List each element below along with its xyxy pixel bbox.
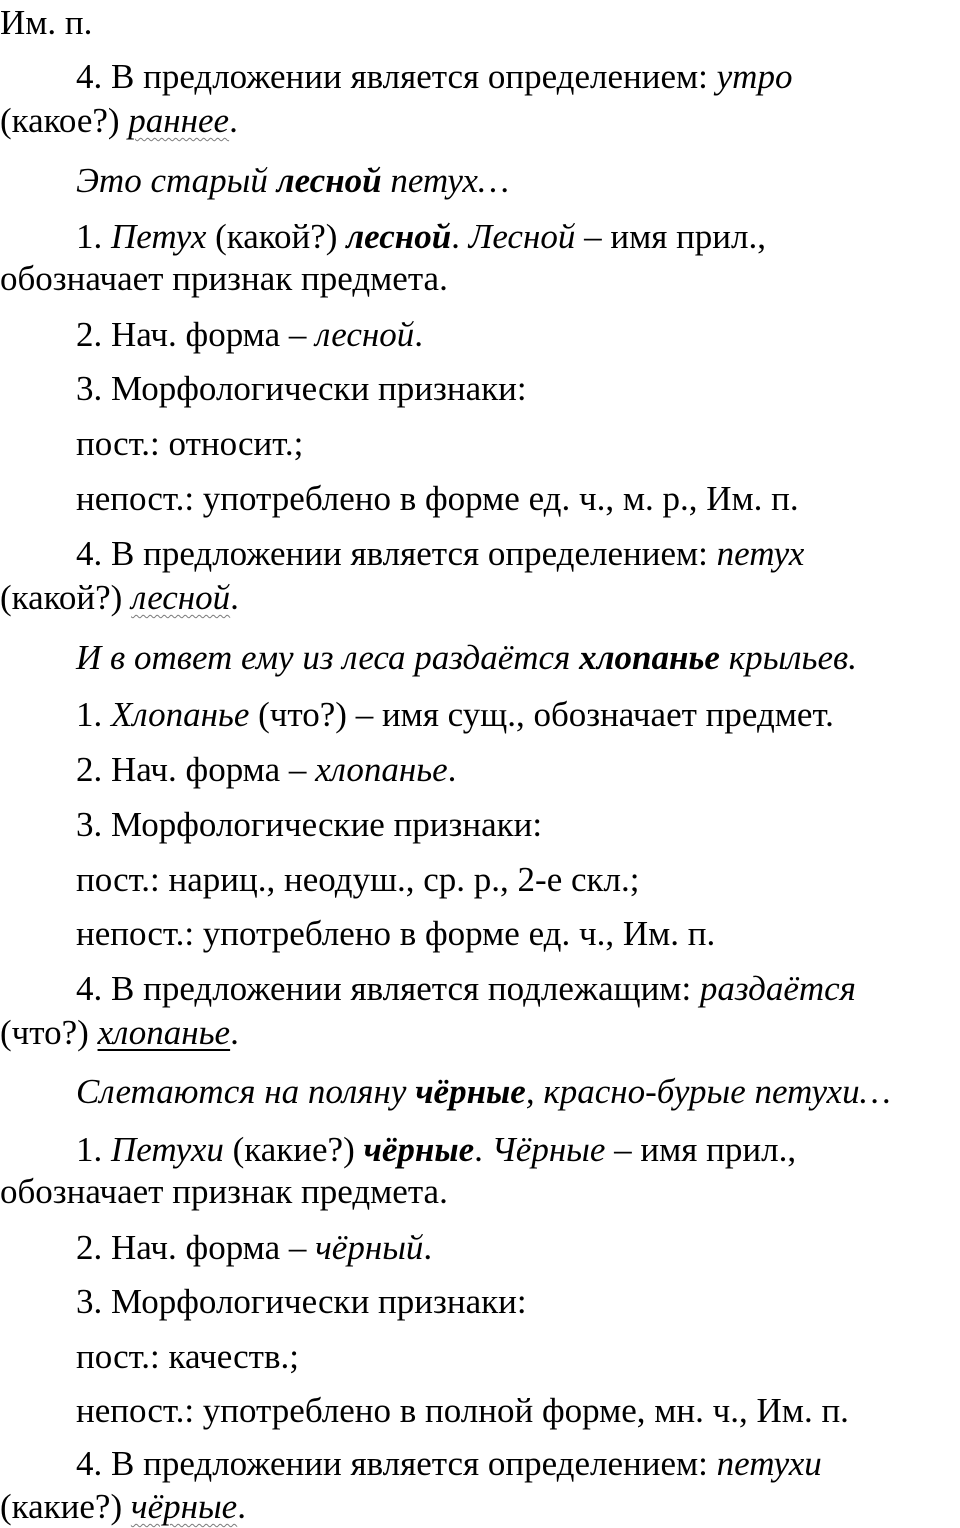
text: Слетаются на поляну (76, 1072, 416, 1111)
example-word: лесной (315, 315, 415, 354)
text: 4. В предложении является определением: (76, 534, 717, 573)
text-line (0, 258, 960, 300)
example-word: Петухи (111, 1130, 224, 1169)
example-word: Хлопанье (111, 695, 250, 734)
example-word: хлопанье (315, 750, 448, 789)
text: – имя прил., (575, 217, 766, 256)
text-line (0, 804, 960, 846)
text-line (0, 913, 960, 955)
text-line (0, 694, 960, 736)
text: Им. п. (0, 3, 93, 42)
example-word: утро (716, 57, 793, 96)
text: обозначает признак предмета. (0, 259, 448, 298)
text-line (0, 100, 960, 142)
definition-word: раннее (128, 101, 230, 140)
analyzed-word: лесной (346, 217, 452, 256)
text: непост.: употреблено в форме ед. ч., Им. п. (76, 914, 716, 953)
text: 2. Нач. форма – (76, 1228, 316, 1267)
text: (какие?) (0, 1487, 131, 1526)
text: 2. Нач. форма – (76, 315, 316, 354)
text-line (0, 577, 960, 619)
text-line (0, 56, 960, 98)
text: пост.: нариц., неодуш., ср. р., 2-е скл.; (76, 860, 640, 899)
text: . (237, 1487, 246, 1526)
text-line (0, 1443, 960, 1485)
text: (что?) – имя сущ., обозначает предмет. (249, 695, 834, 734)
example-word: петух (716, 534, 805, 573)
example-word: чёрный (315, 1228, 424, 1267)
text: обозначает признак предмета. (0, 1172, 448, 1211)
text: 4. В предложении является определением: (76, 1444, 717, 1483)
text-line (0, 423, 960, 465)
text: пост.: относит.; (76, 424, 304, 463)
text: . (451, 217, 469, 256)
text: петух… (381, 161, 510, 200)
analyzed-word: лесной (276, 161, 382, 200)
text-line (0, 1281, 960, 1323)
text-line (0, 2, 960, 44)
text-line (0, 968, 960, 1010)
analyzed-word: чёрные (415, 1072, 526, 1111)
text-line (0, 1129, 960, 1171)
example-word: раздаётся (699, 969, 856, 1008)
text-line (0, 1012, 960, 1054)
example-word: петухи (716, 1444, 822, 1483)
text-line (0, 368, 960, 410)
example-sentence (0, 637, 960, 679)
subject-word: хлопанье (97, 1013, 231, 1052)
text: . (230, 578, 239, 617)
text: 1. (76, 217, 111, 256)
text: . (229, 101, 238, 140)
analyzed-word: хлопанье (579, 638, 720, 677)
text: , красно-бурые петухи… (525, 1072, 891, 1111)
text-line (0, 859, 960, 901)
example-word: Чёрные (491, 1130, 606, 1169)
text-line (0, 1227, 960, 1269)
text-line (0, 749, 960, 791)
text: (какой?) (206, 217, 347, 256)
text: (какой?) (0, 578, 132, 617)
text: . (447, 750, 457, 789)
text: пост.: качеств.; (76, 1337, 299, 1376)
text: 3. Морфологически признаки: (76, 369, 527, 408)
text: . (230, 1013, 239, 1052)
text: 1. (76, 695, 111, 734)
text: – имя прил., (605, 1130, 797, 1169)
text-line (0, 1336, 960, 1378)
text: 3. Морфологически признаки: (76, 1282, 527, 1321)
text-line (0, 478, 960, 520)
text-line (0, 533, 960, 575)
text: 4. В предложении является определением: (76, 57, 717, 96)
text: . (474, 1130, 492, 1169)
text: И в ответ ему из леса раздаётся (76, 638, 580, 677)
definition-word: чёрные (130, 1487, 238, 1526)
analyzed-word: чёрные (363, 1130, 475, 1169)
text-line (0, 216, 960, 258)
text-line (0, 1171, 960, 1213)
example-word: Лесной (468, 217, 576, 256)
text: крыльев. (719, 638, 857, 677)
text-line (0, 314, 960, 356)
text: Это старый (76, 161, 277, 200)
definition-word: лесной (131, 578, 231, 617)
example-word: Петух (111, 217, 207, 256)
text: 4. В предложении является подлежащим: (76, 969, 700, 1008)
text: . (414, 315, 423, 354)
text: непост.: употреблено в полной форме, мн. ч., Им. п. (76, 1391, 849, 1430)
text: 1. (76, 1130, 111, 1169)
text: . (423, 1228, 433, 1267)
text: 2. Нач. форма – (76, 750, 316, 789)
text-line (0, 1390, 960, 1432)
text-line (0, 1486, 960, 1528)
text: 3. Морфологические признаки: (76, 805, 543, 844)
text: (какие?) (223, 1130, 364, 1169)
text: (какое?) (0, 101, 129, 140)
text: непост.: употреблено в форме ед. ч., м. р., Им. п. (76, 479, 799, 518)
text: (что?) (0, 1013, 98, 1052)
example-sentence (0, 160, 960, 202)
example-sentence (0, 1071, 960, 1113)
